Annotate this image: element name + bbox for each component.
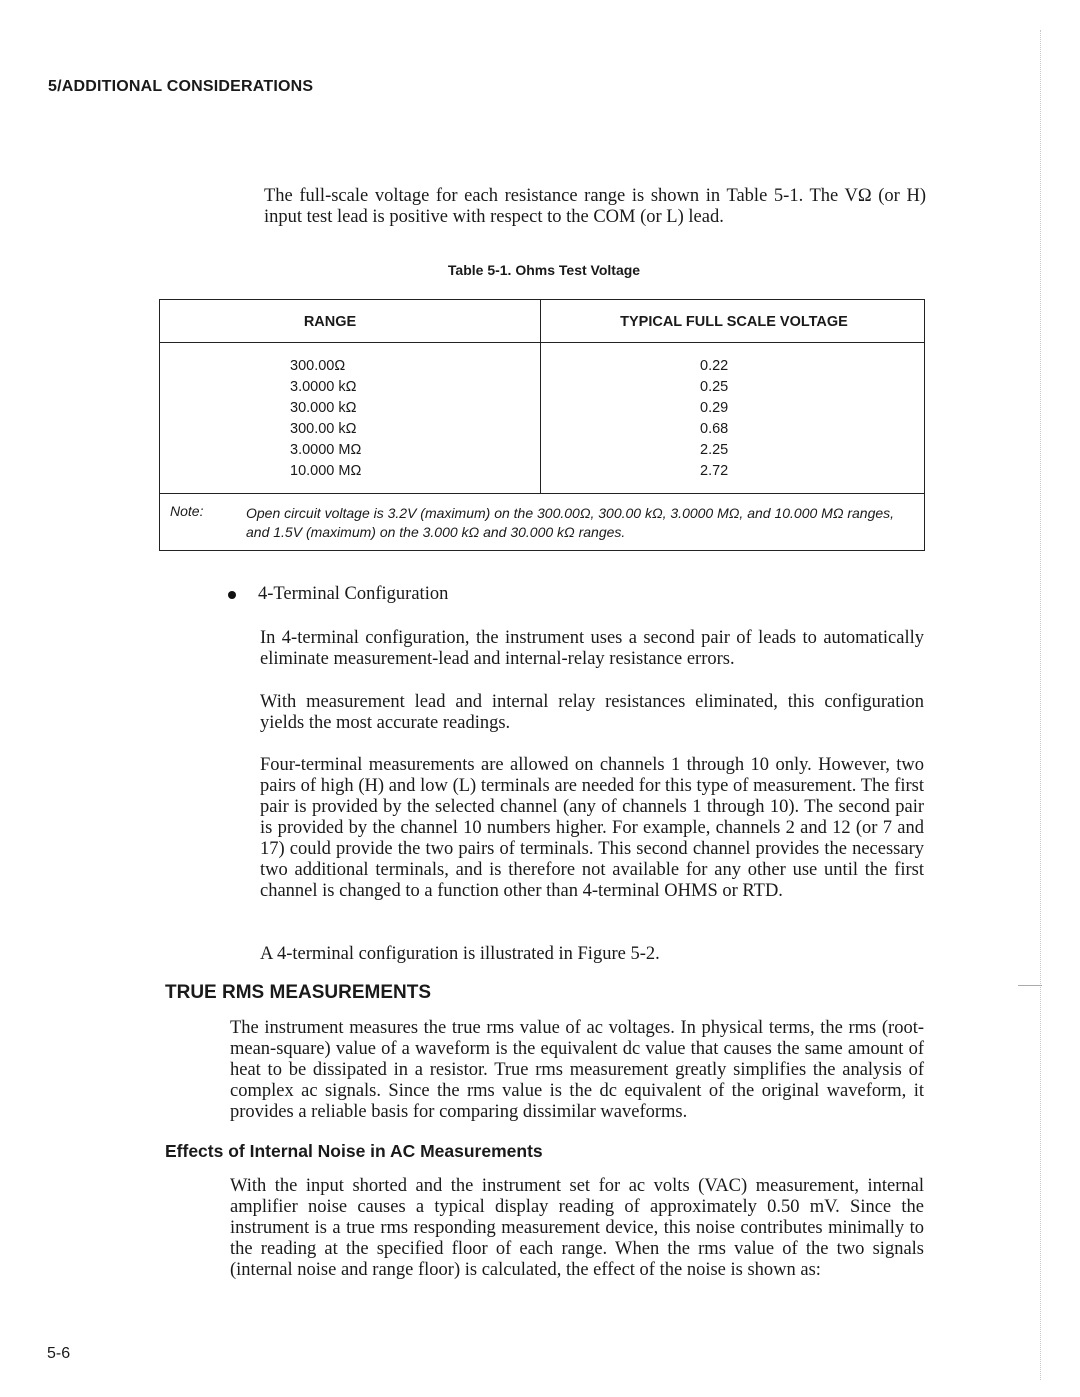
note-text: Open circuit voltage is 3.2V (maximum) on the 300.00Ω, 300.00 kΩ, 3.0000 MΩ, and 10.000 MΩ ranges, and 1.5V (maximum) on the 3.000 kΩ and 30.000 kΩ ranges. xyxy=(246,505,895,540)
voltage-cell: 0.22 xyxy=(700,358,729,374)
page-edge-mark xyxy=(1018,985,1042,986)
voltage-column xyxy=(700,356,728,482)
bullet-text: 4-Terminal Configuration xyxy=(258,584,449,604)
range-column xyxy=(290,356,361,482)
range-cell: 30.000 kΩ xyxy=(290,400,357,416)
range-cell: 3.0000 MΩ xyxy=(290,442,362,458)
bullet-icon xyxy=(228,591,236,599)
page-edge-shadow xyxy=(1040,30,1041,1380)
range-column-header: RANGE xyxy=(303,314,357,330)
voltage-cell: 2.25 xyxy=(700,442,729,458)
table-note-divider xyxy=(160,493,924,494)
noise-heading: Effects of Internal Noise in AC Measurements xyxy=(165,1141,543,1161)
rms-heading: TRUE RMS MEASUREMENTS xyxy=(165,982,432,1003)
section-header: 5/ADDITIONAL CONSIDERATIONS xyxy=(48,78,314,95)
intro-paragraph: The full-scale voltage for each resistance range is shown in Table 5-1. The VΩ (or H) input test lead is positive with respect to the COM (or L) lead. xyxy=(264,186,926,227)
ohms-test-voltage-table xyxy=(159,299,925,551)
voltage-column-header: TYPICAL FULL SCALE VOLTAGE xyxy=(620,314,848,330)
bullet-item xyxy=(228,584,448,605)
voltage-cell: 0.25 xyxy=(700,379,729,395)
range-cell: 300.00Ω xyxy=(290,358,346,374)
voltage-cell: 0.68 xyxy=(700,421,729,437)
voltage-cell: 0.29 xyxy=(700,400,729,416)
rms-paragraph: The instrument measures the true rms value of ac voltages. In physical terms, the rms (root-mean-square) value of a waveform is the equivalent dc value that causes the same amount of heat to be dissipated in a resistor. True rms measurement greatly simplifies the analysis of complex ac signals. Since the rms value is the dc equivalent of the original waveform, it provides a reliable basis for comparing dissimilar waveforms. xyxy=(230,1018,924,1122)
noise-paragraph: With the input shorted and the instrument set for ac volts (VAC) measurement, internal amplifier noise causes a typical display reading of approximately 0.50 mV. Since the instrument is a true rms responding measurement device, this noise contributes minimally to the reading at the specified floor of each range. When the rms value of the two signals (internal noise and range floor) is calculated, the effect of the noise is shown as: xyxy=(230,1176,924,1280)
table-caption: Table 5-1. Ohms Test Voltage xyxy=(447,262,641,278)
paragraph-figure-ref: A 4-terminal configuration is illustrated in Figure 5-2. xyxy=(260,944,660,964)
page-number: 5-6 xyxy=(47,1345,71,1362)
paragraph-4-terminal: In 4-terminal configuration, the instrument uses a second pair of leads to automatically eliminate measurement-lead and internal-relay resistance errors. xyxy=(260,628,924,669)
table-column-divider xyxy=(540,300,541,493)
paragraph-channels: Four-terminal measurements are allowed on channels 1 through 10 only. However, two pairs of high (H) and low (L) terminals are needed for this type of measurement. The first pair is provided by the selected channel (any of channels 1 through 10). The second pair is provided by the channel 10 numbers higher. For example, channels 2 and 12 (or 7 and 17) could provide the two pairs of terminals. This second channel provides the necessary two additional terminals, and is therefore not available for any other use until the first channel is changed to a function other than 4-terminal OHMS or RTD. xyxy=(260,755,924,901)
range-cell: 300.00 kΩ xyxy=(290,421,357,437)
table-header-divider xyxy=(160,342,924,343)
voltage-cell: 2.72 xyxy=(700,463,729,479)
paragraph-accuracy: With measurement lead and internal relay resistances eliminated, this configuration yields the most accurate readings. xyxy=(260,692,924,733)
note-label: Note: xyxy=(170,503,204,519)
range-cell: 3.0000 kΩ xyxy=(290,379,357,395)
range-cell: 10.000 MΩ xyxy=(290,463,362,479)
